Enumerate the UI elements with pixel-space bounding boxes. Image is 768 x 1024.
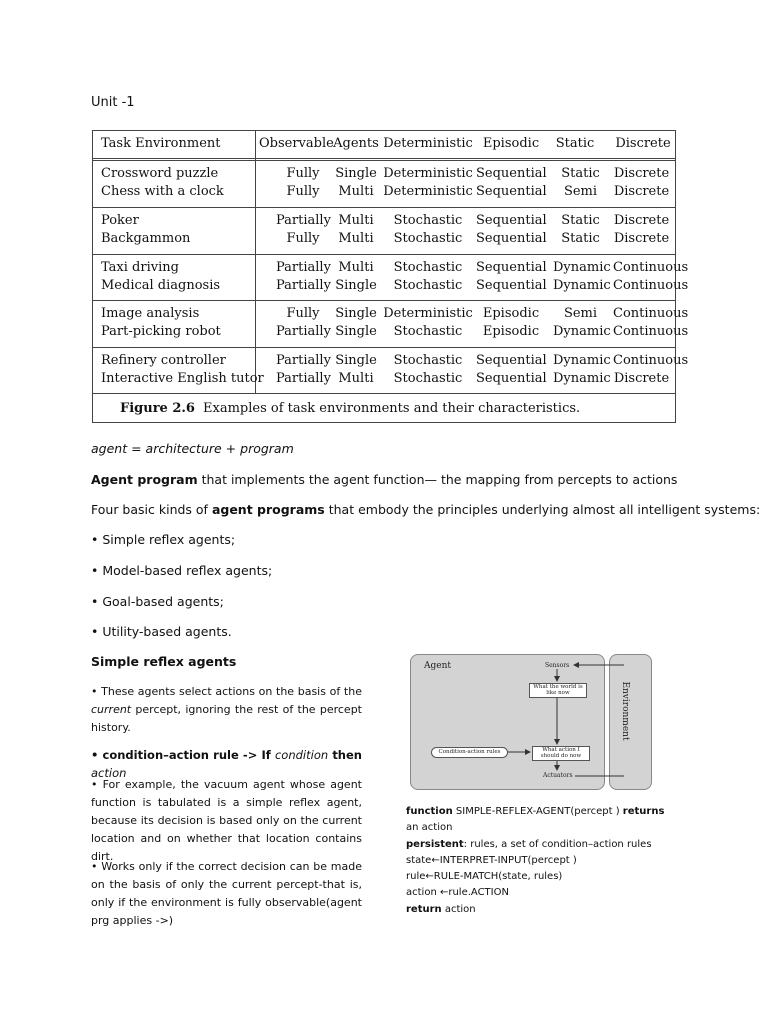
four-kinds-pre: Four basic kinds of	[91, 502, 212, 517]
table-cell: Semi	[563, 306, 598, 321]
table-cell: Static	[561, 213, 600, 228]
table-header-cell: Deterministic	[383, 136, 473, 151]
four-kinds-line	[91, 502, 760, 518]
table-header-cell: Agents	[333, 136, 379, 151]
table-cell: Partially	[276, 324, 331, 339]
environment-label: Environment	[620, 681, 630, 741]
table-cell: Stochastic	[393, 371, 463, 386]
table-cell: Partially	[276, 213, 331, 228]
task-environment-table	[92, 130, 689, 423]
unit-heading: Unit -1	[91, 95, 135, 110]
code-line-persistent	[406, 837, 676, 853]
table-header-cell: Episodic	[482, 136, 540, 151]
table-cell: Deterministic	[383, 166, 473, 181]
table-row-label: Chess with a clock	[101, 184, 224, 199]
table-header-cell: Discrete	[615, 136, 671, 151]
table-cell: Sequential	[476, 278, 547, 293]
rule-action: action	[91, 766, 127, 780]
rule-condition: condition	[274, 748, 329, 762]
table-cell: Partially	[276, 371, 331, 386]
table-cell: Multi	[338, 213, 374, 228]
table-cell: Fully	[286, 184, 320, 199]
table-cell: Continuous	[613, 278, 689, 293]
agent-label: Agent	[424, 661, 451, 671]
table-cell: Stochastic	[393, 260, 463, 275]
table-row-label: Part-picking robot	[101, 324, 221, 339]
kw-returns: returns	[622, 806, 665, 817]
table-cell: Partially	[276, 278, 331, 293]
table-cell: Dynamic	[553, 371, 611, 386]
table-cell: Sequential	[476, 231, 547, 246]
table-cell: Stochastic	[393, 278, 463, 293]
function-signature: SIMPLE-REFLEX-AGENT(percept )	[452, 806, 623, 817]
table-cell: Discrete	[613, 213, 670, 228]
agent-program-line	[91, 472, 677, 488]
simple-reflex-agent-diagram	[410, 654, 652, 790]
table-cell: Sequential	[476, 166, 547, 181]
table-cell: Stochastic	[393, 353, 463, 368]
table-cell: Static	[561, 231, 600, 246]
table-cell: Sequential	[476, 184, 547, 199]
bullet-simple-reflex: • Simple reflex agents;	[91, 532, 236, 547]
table-cell: Static	[561, 166, 600, 181]
agent-program-term: Agent program	[91, 472, 198, 487]
table-row-label: Interactive English tutor	[101, 371, 264, 386]
kw-return: return	[406, 903, 442, 915]
table-cell: Multi	[338, 184, 374, 199]
four-kinds-term: agent programs	[211, 502, 325, 517]
table-cell: Multi	[338, 231, 374, 246]
table-caption	[93, 393, 675, 424]
para1-post: percept, ignoring the rest of the percept history.	[91, 703, 362, 734]
table-row-label: Crossword puzzle	[101, 166, 219, 181]
action-box: What action I should do now	[532, 746, 590, 761]
table-cell: Stochastic	[393, 324, 463, 339]
agent-program-desc: that implements the agent function— the mapping from percepts to actions	[197, 472, 678, 487]
table-cell: Continuous	[613, 260, 689, 275]
bullet-utility-based: • Utility-based agents.	[91, 624, 232, 639]
table-cell: Episodic	[482, 306, 540, 321]
table-row-label: Backgammon	[101, 231, 191, 246]
code-line-return	[406, 902, 676, 918]
kw-function: function	[406, 806, 453, 817]
table-header-cell: Static	[555, 136, 595, 151]
table-cell: Discrete	[613, 231, 670, 246]
table-cell: Deterministic	[383, 306, 473, 321]
table-cell: Single	[335, 306, 377, 321]
table-row-label: Taxi driving	[101, 260, 179, 275]
agent-formula: agent = architecture + program	[91, 441, 294, 456]
code-line-rule: rule←RULE-MATCH(state, rules)	[406, 871, 563, 883]
return-type: an action	[406, 822, 453, 834]
table-cell: Single	[335, 353, 377, 368]
kw-persistent: persistent	[406, 838, 464, 850]
condition-action-rules-box: Condition-action rules	[431, 747, 508, 758]
table-cell: Single	[335, 324, 377, 339]
table-cell: Semi	[563, 184, 598, 199]
table-cell: Continuous	[613, 324, 689, 339]
table-cell: Dynamic	[553, 260, 611, 275]
table-cell: Dynamic	[553, 353, 611, 368]
section-heading: Simple reflex agents	[91, 654, 237, 669]
table-cell: Fully	[286, 306, 320, 321]
table-cell: Sequential	[476, 213, 547, 228]
simple-reflex-agent-pseudocode	[406, 804, 676, 918]
table-cell: Fully	[286, 166, 320, 181]
caption-label: Figure 2.6	[120, 401, 195, 416]
table-cell: Discrete	[613, 184, 670, 199]
table-cell: Dynamic	[553, 278, 611, 293]
table-cell: Continuous	[613, 353, 689, 368]
table-cell: Stochastic	[393, 213, 463, 228]
rule-part1: • condition–action rule -> If	[91, 748, 275, 762]
para-fully-observable: • Works only if the correct decision can be made on the basis of only the current percept-that is, only if the environment is fully observable(agent prg applies ->)	[91, 860, 362, 927]
table-cell: Stochastic	[393, 231, 463, 246]
table-cell: Fully	[286, 231, 320, 246]
table-cell: Discrete	[613, 166, 670, 181]
return-value: action	[441, 903, 476, 915]
table-cell: Sequential	[476, 371, 547, 386]
bullet-goal-based: • Goal-based agents;	[91, 594, 224, 609]
code-line-function	[406, 804, 676, 837]
para1-pre: • These agents select actions on the basis of the	[91, 685, 362, 698]
para-vacuum-example: • For example, the vacuum agent whose agent function is tabulated is a simple reflex agent, because its decision is based only on the current location and on whether that location contains dirt.	[91, 778, 362, 863]
table-cell: Dynamic	[553, 324, 611, 339]
diagram-arrows	[410, 654, 652, 790]
table-row-label: Medical diagnosis	[101, 278, 221, 293]
sensors-label: Sensors	[545, 662, 570, 669]
table-row-label: Image analysis	[101, 306, 200, 321]
bullet-model-based: • Model-based reflex agents;	[91, 563, 273, 578]
code-line-state: state←INTERPRET-INPUT(percept )	[406, 854, 577, 866]
table-cell: Sequential	[476, 353, 547, 368]
table-cell: Episodic	[482, 324, 540, 339]
table-cell: Partially	[276, 353, 331, 368]
para1-em: current	[91, 703, 132, 716]
table-header-cell: Observable	[259, 136, 334, 151]
four-kinds-post: that embody the principles underlying almost all intelligent systems:	[324, 502, 761, 517]
table-cell: Discrete	[613, 371, 670, 386]
rule-then: then	[328, 748, 362, 762]
table-cell: Sequential	[476, 260, 547, 275]
code-line-action: action ←rule.ACTION	[406, 887, 509, 899]
para-current-percept	[91, 683, 362, 737]
table-cell: Partially	[276, 260, 331, 275]
table-cell: Single	[335, 278, 377, 293]
table-cell: Deterministic	[383, 184, 473, 199]
actuators-label: Actuators	[543, 772, 573, 779]
table-cell: Single	[335, 166, 377, 181]
table-cell: Multi	[338, 260, 374, 275]
world-state-box: What the world is like now	[529, 683, 587, 698]
persistent-desc: : rules, a set of condition–action rules	[463, 838, 652, 850]
table-row-label: Refinery controller	[101, 353, 226, 368]
table-row-label: Poker	[101, 213, 139, 228]
caption-text: Examples of task environments and their characteristics.	[203, 401, 581, 416]
table-cell: Multi	[338, 371, 374, 386]
table-header-cell: Task Environment	[101, 136, 221, 151]
table-cell: Continuous	[613, 306, 689, 321]
